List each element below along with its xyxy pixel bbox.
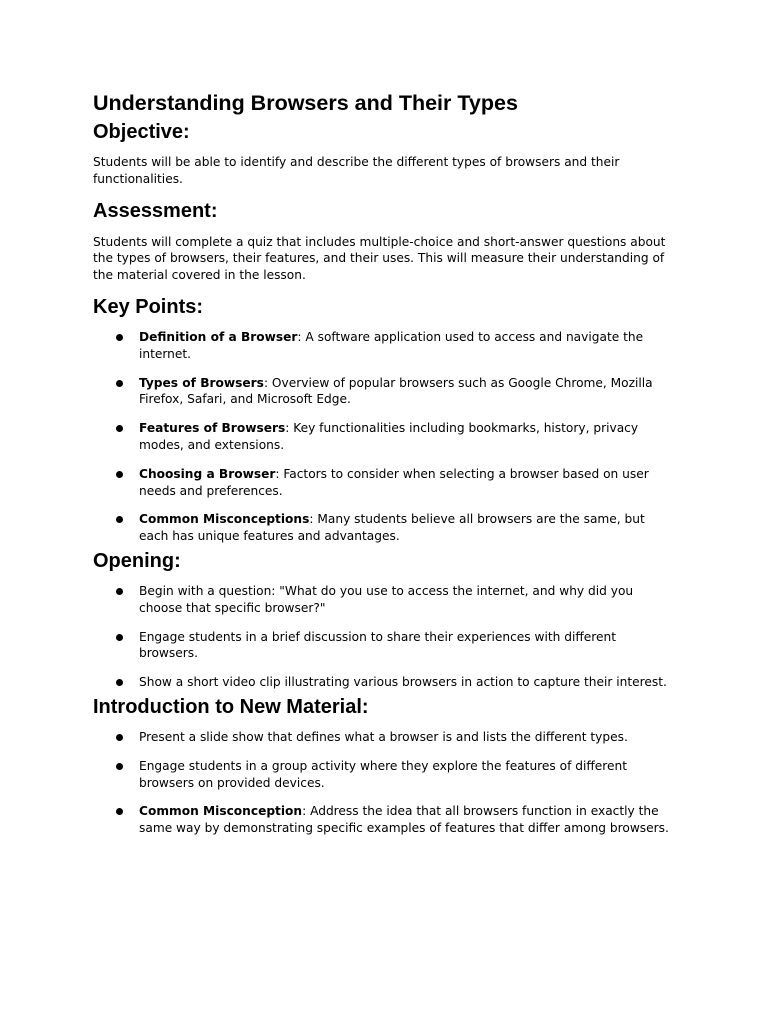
key-point-text: : Key functionalities including bookmarks, history, privacy modes, and extensions.	[139, 421, 639, 452]
key-point-term: Choosing a Browser	[139, 466, 276, 481]
bullet-icon	[116, 679, 123, 686]
list-item	[93, 420, 673, 454]
objective-heading: Objective:	[93, 121, 190, 143]
introduction-item-text: Present a slide show that defines what a browser is and lists the different types.	[139, 729, 628, 744]
list-item	[93, 629, 673, 663]
bullet-icon	[116, 334, 123, 341]
introduction-list	[93, 729, 673, 837]
introduction-heading: Introduction to New Material:	[93, 695, 369, 718]
list-item	[93, 674, 673, 691]
bullet-icon	[116, 763, 123, 770]
key-point-term: Common Misconceptions	[139, 512, 310, 527]
bullet-icon	[116, 634, 123, 641]
key-points-list	[93, 329, 673, 545]
key-points-heading: Key Points:	[93, 295, 204, 318]
bullet-icon	[116, 471, 123, 478]
bullet-icon	[116, 516, 123, 523]
introduction-item-text: : Address the idea that all browsers function in exactly the same way by demonstrating specific examples of features that differ among browsers.	[139, 804, 669, 836]
key-point-term: Types of Browsers	[139, 375, 264, 390]
bullet-icon	[116, 425, 123, 432]
bullet-icon	[116, 808, 123, 815]
objective-text: Students will be able to identify and describe the different types of browsers and their functionalities.	[93, 155, 620, 186]
key-point-term: Features of Browsers	[139, 421, 286, 436]
list-item	[93, 466, 673, 500]
key-point-text: : Many students believe all browsers are the same, but each has unique features and advantages.	[139, 512, 645, 544]
assessment-text: Students will complete a quiz that includes multiple-choice and short-answer questions about the types of browsers, their features, and their uses. This will measure their understanding of the material covered in the lesson.	[93, 234, 666, 283]
opening-heading: Opening:	[93, 549, 181, 572]
key-point-term: Definition of a Browser	[139, 329, 298, 344]
list-item	[93, 729, 673, 746]
list-item	[93, 803, 673, 837]
introduction-item-text: Engage students in a group activity where they explore the features of different browsers on provided devices.	[139, 758, 628, 790]
bullet-icon	[116, 734, 123, 741]
bullet-icon	[116, 380, 123, 387]
introduction-item-term: Common Misconception	[139, 804, 303, 819]
opening-item-text: Show a short video clip illustrating various browsers in action to capture their interest.	[139, 675, 667, 690]
key-point-text: : Overview of popular browsers such as Google Chrome, Mozilla Firefox, Safari, and Microsoft Edge.	[139, 375, 653, 407]
document-title: Understanding Browsers and Their Types	[93, 91, 518, 115]
list-item	[93, 329, 673, 363]
list-item	[93, 375, 673, 409]
opening-item-text: Engage students in a brief discussion to share their experiences with different browsers.	[139, 629, 617, 661]
opening-item-text: Begin with a question: "What do you use to access the internet, and why did you choose that specific browser?"	[139, 583, 634, 615]
bullet-icon	[116, 588, 123, 595]
list-item	[93, 511, 673, 545]
document-page	[93, 88, 673, 837]
list-item	[93, 583, 673, 617]
list-item	[93, 758, 673, 792]
assessment-heading: Assessment:	[93, 199, 218, 222]
key-point-text: : Factors to consider when selecting a browser based on user needs and preferences.	[139, 466, 649, 498]
opening-list	[93, 583, 673, 691]
key-point-text: : A software application used to access and navigate the internet.	[139, 329, 644, 361]
